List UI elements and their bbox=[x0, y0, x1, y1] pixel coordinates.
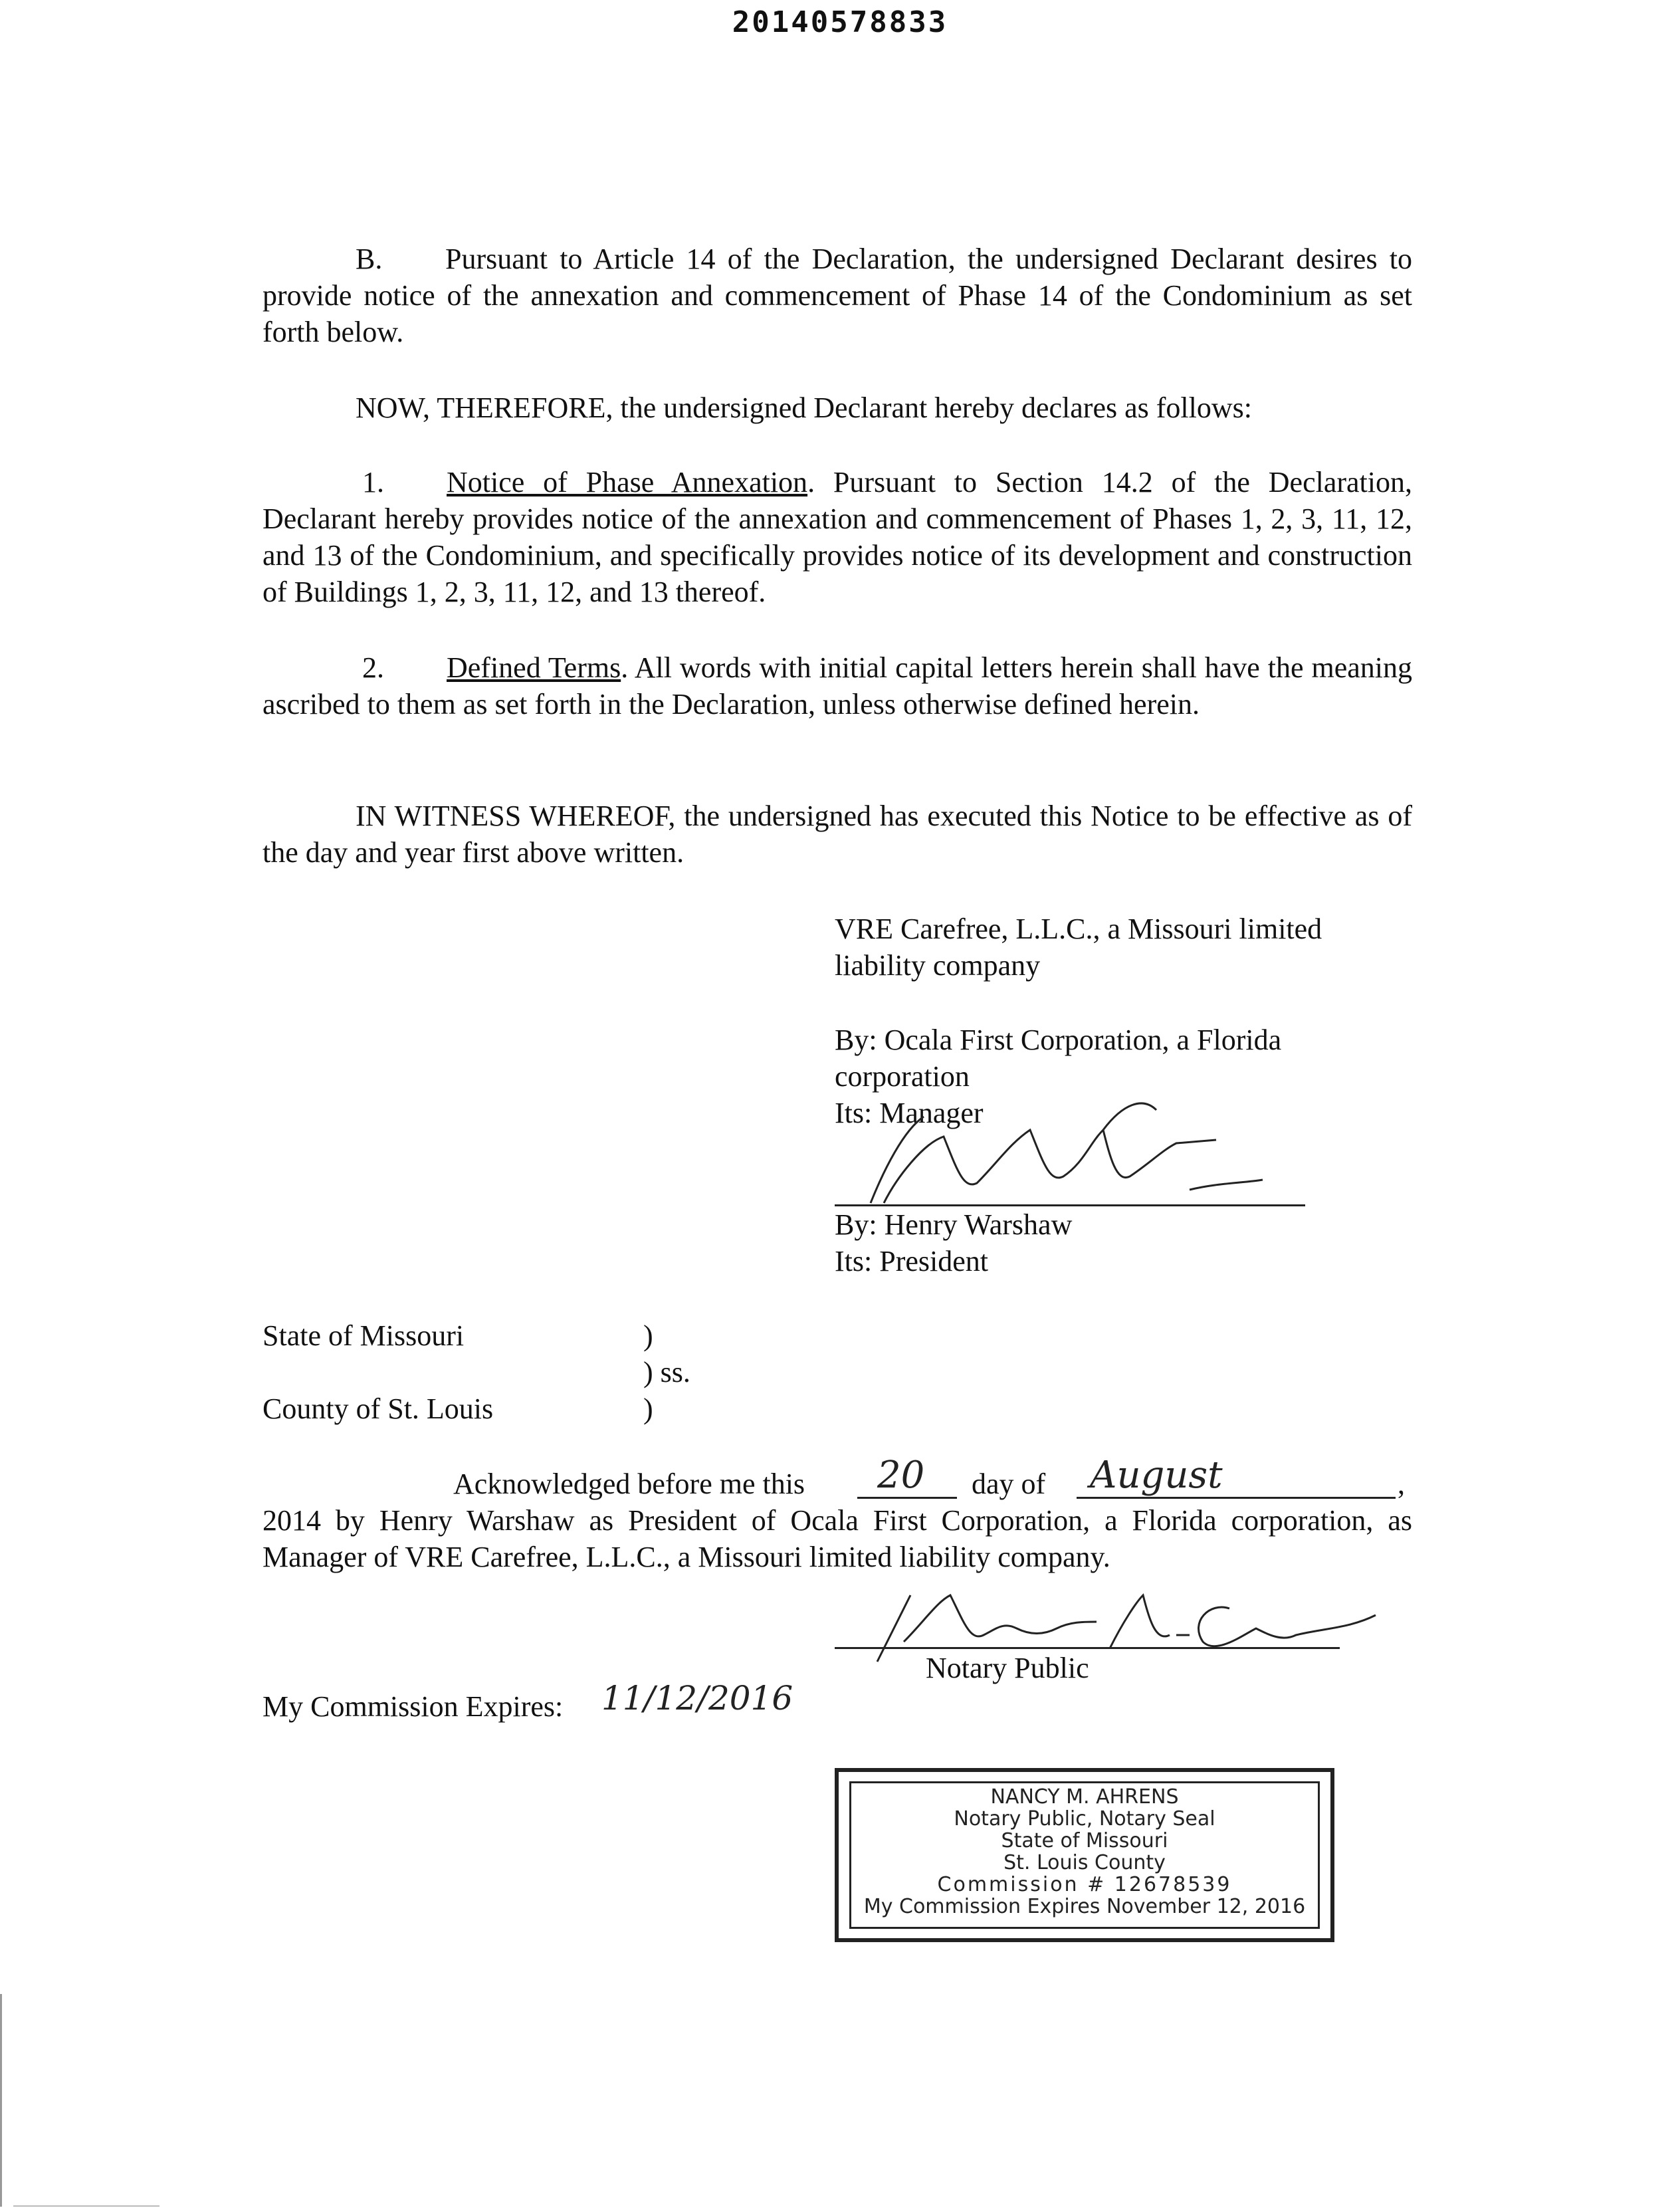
item-1-text: . Pursuant to Section 14.2 of the Declaration, Declarant hereby provides notice of the annexation and commencement of Phases 1, 2, 3, 11, 12, and 13 of the Condominium, and specifically provides notice of its development and construction of Buildings 1, 2, 3, 11, 12, and 13 thereof. bbox=[262, 466, 1412, 608]
item-1-paragraph bbox=[262, 464, 1412, 610]
by-line-2: corporation bbox=[835, 1060, 970, 1093]
paragraph-b bbox=[262, 241, 1412, 350]
venue-ss: ) ss. bbox=[643, 1356, 690, 1388]
item-2-heading: Defined Terms bbox=[447, 651, 621, 684]
venue-paren-close: ) bbox=[643, 1392, 653, 1425]
witness-paragraph bbox=[262, 798, 1412, 871]
item-2-text: . All words with initial capital letters herein shall have the meaning ascribed to them as set forth in the Declaration, unless otherwise defined herein. bbox=[262, 651, 1412, 720]
acknowledgment-text: 2014 by Henry Warshaw as President of Ocala First Corporation, a Florida corporation, as Manager of VRE Carefree, L.L.C., a Missouri limited liability company. bbox=[262, 1504, 1412, 1573]
signer-name: By: Henry Warshaw bbox=[835, 1208, 1073, 1241]
document-number: 20140578833 bbox=[732, 5, 948, 39]
ahrens-signature bbox=[831, 1582, 1402, 1668]
seal-expires: My Commission Expires November 12, 2016 bbox=[863, 1895, 1306, 1918]
venue-state: State of Missouri bbox=[262, 1319, 465, 1352]
paragraph-b-text: Pursuant to Article 14 of the Declaration, the undersigned Declarant desires to provide notice of the annexation and commencement of Phase 14 of the Condominium as set forth below. bbox=[262, 243, 1412, 348]
scan-edge-mark bbox=[0, 1994, 2, 2207]
notary-public-label: Notary Public bbox=[926, 1652, 1089, 1684]
by-line-1: By: Ocala First Corporation, a Florida bbox=[835, 1024, 1282, 1056]
seal-title: Notary Public, Notary Seal bbox=[954, 1807, 1215, 1830]
acknowledgment-prefix: Acknowledged before me this bbox=[453, 1468, 805, 1500]
venue-county: County of St. Louis bbox=[262, 1392, 494, 1425]
now-therefore-text: NOW, THEREFORE, the undersigned Declarant hereby declares as follows: bbox=[356, 391, 1252, 424]
now-therefore-paragraph bbox=[262, 389, 1412, 426]
item-1-heading: Notice of Phase Annexation bbox=[447, 466, 808, 498]
item-2-number: 2. bbox=[362, 651, 384, 684]
acknowledgment-day-of: day of bbox=[972, 1468, 1046, 1500]
scan-bottom-mark bbox=[13, 2205, 159, 2207]
item-2-paragraph bbox=[262, 649, 1412, 722]
seal-commission: Commission # 12678539 bbox=[937, 1873, 1232, 1896]
commission-expires-label: My Commission Expires: bbox=[262, 1690, 564, 1723]
paragraph-b-label: B. bbox=[356, 243, 383, 275]
acknowledgment-comma: , bbox=[1398, 1468, 1405, 1500]
seal-county: St. Louis County bbox=[1003, 1851, 1166, 1874]
venue-paren-open: ) bbox=[643, 1319, 653, 1352]
company-line-1: VRE Carefree, L.L.C., a Missouri limited bbox=[835, 913, 1322, 945]
item-1-number: 1. bbox=[362, 466, 384, 498]
day-blank-line bbox=[857, 1497, 957, 1499]
seal-name: NANCY M. AHRENS bbox=[990, 1785, 1179, 1809]
warshaw-signature bbox=[844, 1090, 1269, 1223]
notary-signature-line bbox=[835, 1647, 1340, 1649]
signer-title: Its: President bbox=[835, 1245, 988, 1277]
notary-seal bbox=[835, 1768, 1334, 1942]
month-handwritten: August bbox=[1090, 1454, 1223, 1497]
company-line-2: liability company bbox=[835, 949, 1041, 982]
day-handwritten: 20 bbox=[877, 1454, 925, 1497]
its-manager: Its: Manager bbox=[835, 1097, 984, 1129]
commission-expires-handwritten: 11/12/2016 bbox=[601, 1679, 793, 1717]
month-blank-line bbox=[1077, 1497, 1396, 1499]
witness-text: IN WITNESS WHEREOF, the undersigned has executed this Notice to be effective as of the day and year first above written. bbox=[262, 800, 1412, 869]
seal-state: State of Missouri bbox=[1001, 1829, 1168, 1852]
